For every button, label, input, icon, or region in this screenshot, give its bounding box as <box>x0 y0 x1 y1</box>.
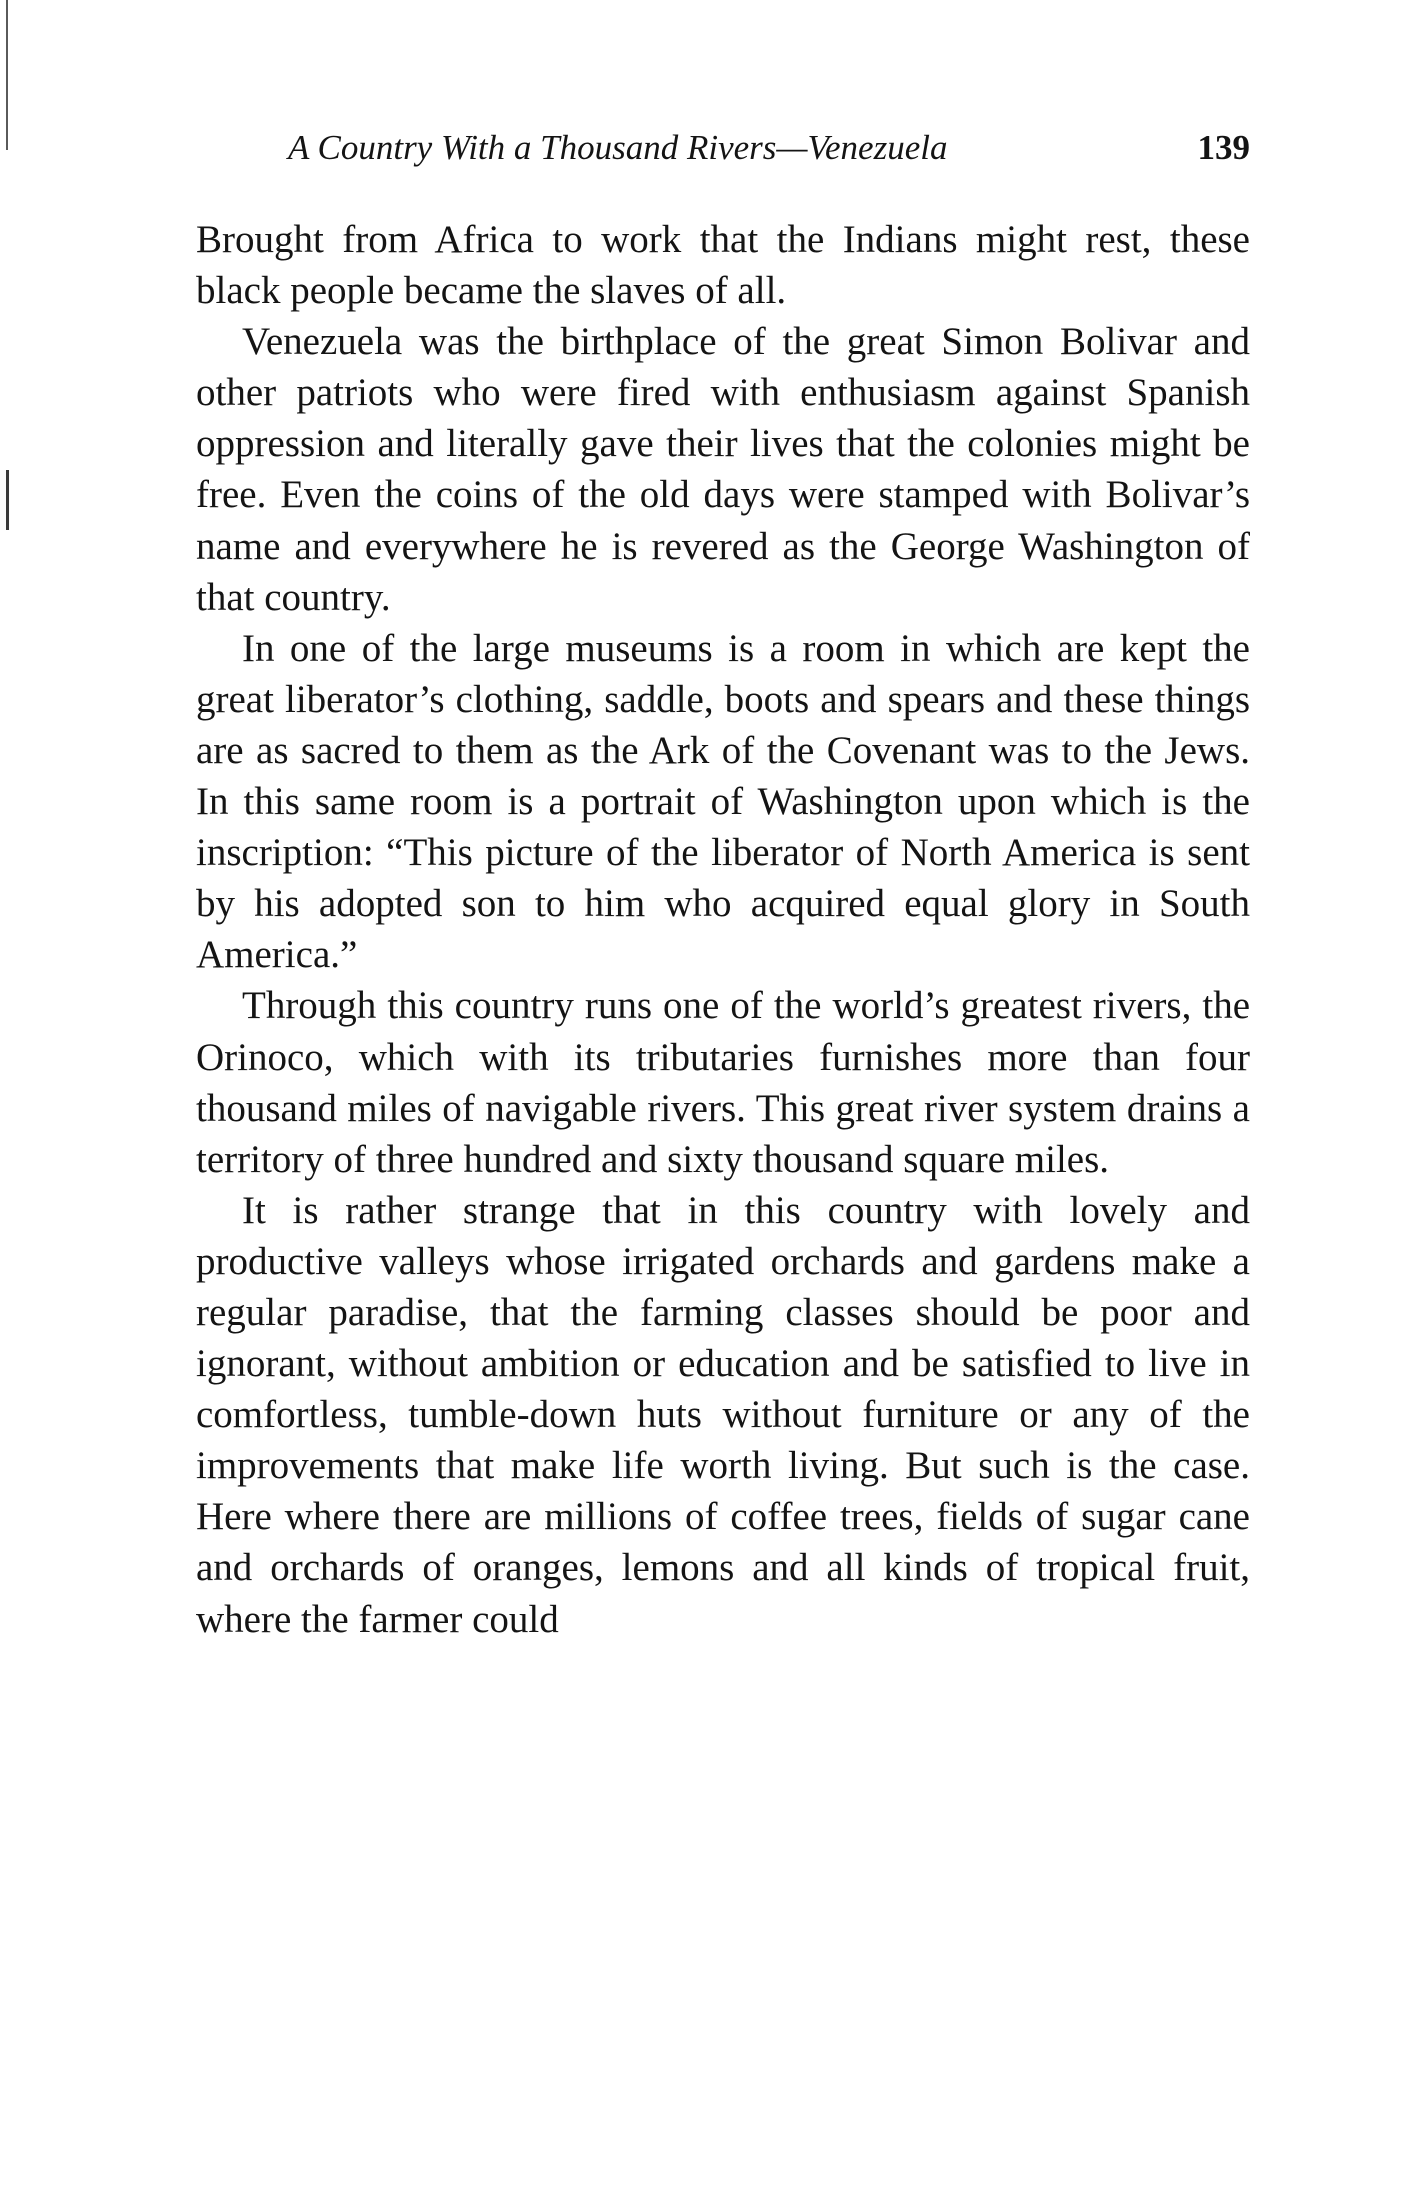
paragraph-3: In one of the large museums is a room in which are kept the great liberator’s clothing, saddle, boots and spears and these things are as sacred to them as the Ark of the Covenant was to the Jews. In this same room is a portrait of Washington upon which is the inscription: “This picture of the liberator of North America is sent by his adopted son to him who acquired equal glory in South America.” <box>196 626 1250 977</box>
running-title: A Country With a Thousand Rivers—Venezuela <box>288 128 948 167</box>
paragraph-1: Brought from Africa to work that the Indians might rest, these black people became the slaves of all. <box>196 218 1250 313</box>
paragraph-5: It is rather strange that in this country with lovely and productive valleys whose irrigated orchards and gardens make a regular paradise, that the farming classes should be poor and ignorant, without ambition or education and be satisfied to live in comfortless, tumble-down huts without furniture or any of the improvements that make life worth living. But such is the case. Here where there are millions of coffee trees, fields of sugar cane and orchards of oranges, lemons and all kinds of tropical fruit, where the farmer could <box>196 1188 1250 1641</box>
paragraph-2: Venezuela was the birthplace of the great Simon Bolivar and other patriots who were fired with enthusiasm against Spanish oppression and literally gave their lives that the colonies might be free. Even the coins of the old days were stamped with Bolivar’s name and everywhere he is revered as the George Washington of that country. <box>196 320 1250 619</box>
scan-edge-line <box>6 0 8 150</box>
body-text <box>196 214 1250 1645</box>
page-number: 139 <box>1197 128 1250 167</box>
running-header <box>196 118 1250 178</box>
scan-edge-mark <box>6 470 9 530</box>
paragraph-4: Through this country runs one of the world’s greatest rivers, the Orinoco, which with its tributaries furnishes more than four thousand miles of navigable rivers. This great river system drains a territory of three hundred and sixty thousand square miles. <box>196 984 1250 1181</box>
